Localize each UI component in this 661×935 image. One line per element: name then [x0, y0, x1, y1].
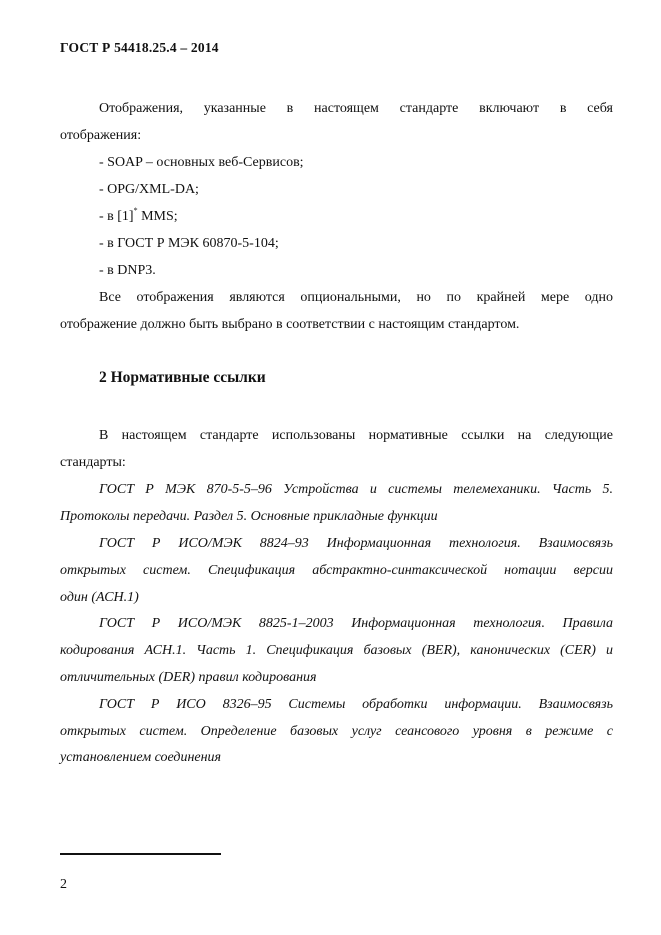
reference-line: ГОСТ Р ИСО/МЭК 8824–93 Информационная технология. Взаимосвязь	[99, 536, 613, 551]
list-item: - SOAP – основных веб-Сервисов;	[99, 155, 304, 170]
reference-line: отличительных (DER) правил кодирования	[60, 670, 317, 685]
reference-line: кодирования АСН.1. Часть 1. Спецификация базовых (BER), канонических (CER) и	[60, 643, 613, 658]
reference-line: ГОСТ Р ИСО/МЭК 8825-1–2003 Информационная технология. Правила	[99, 616, 613, 631]
footnote-separator	[60, 853, 221, 855]
footnote-marker: *	[133, 206, 138, 215]
paragraph-line: В настоящем стандарте использованы нормативные ссылки на следующие	[99, 428, 613, 443]
list-item: - в DNP3.	[99, 263, 156, 278]
list-item	[99, 206, 178, 225]
list-item: - в ГОСТ Р МЭК 60870-5-104;	[99, 236, 279, 251]
document-header: ГОСТ Р 54418.25.4 – 2014	[60, 40, 219, 55]
reference-line: ГОСТ Р МЭК 870-5-5–96 Устройства и системы телемеханики. Часть 5.	[99, 482, 613, 497]
list-item: - OPG/XML-DA;	[99, 182, 199, 197]
page-number: 2	[60, 877, 67, 892]
reference-line: один (АСН.1)	[60, 590, 139, 605]
list-item-tail: MMS;	[137, 209, 178, 224]
list-item-text: - в [1]	[99, 209, 134, 224]
reference-line: открытых систем. Спецификация абстрактно-синтаксической нотации версии	[60, 563, 613, 578]
reference-line: установлением соединения	[60, 750, 222, 765]
intro-paragraph-line: отображения:	[60, 128, 142, 143]
intro-paragraph-line: Отображения, указанные в настоящем стандарте включают в себя	[99, 101, 613, 116]
paragraph-line: стандарты:	[60, 455, 126, 470]
paragraph-line: Все отображения являются опциональными, но по крайней мере одно	[99, 290, 613, 305]
reference-line: открытых систем. Определение базовых услуг сеансового уровня в режиме с	[60, 724, 613, 739]
reference-line: ГОСТ Р ИСО 8326–95 Системы обработки информации. Взаимосвязь	[99, 697, 613, 712]
reference-line: Протоколы передачи. Раздел 5. Основные прикладные функции	[60, 509, 438, 524]
paragraph-line: отображение должно быть выбрано в соответствии с настоящим стандартом.	[60, 317, 520, 332]
section-heading: 2 Нормативные ссылки	[99, 369, 266, 386]
